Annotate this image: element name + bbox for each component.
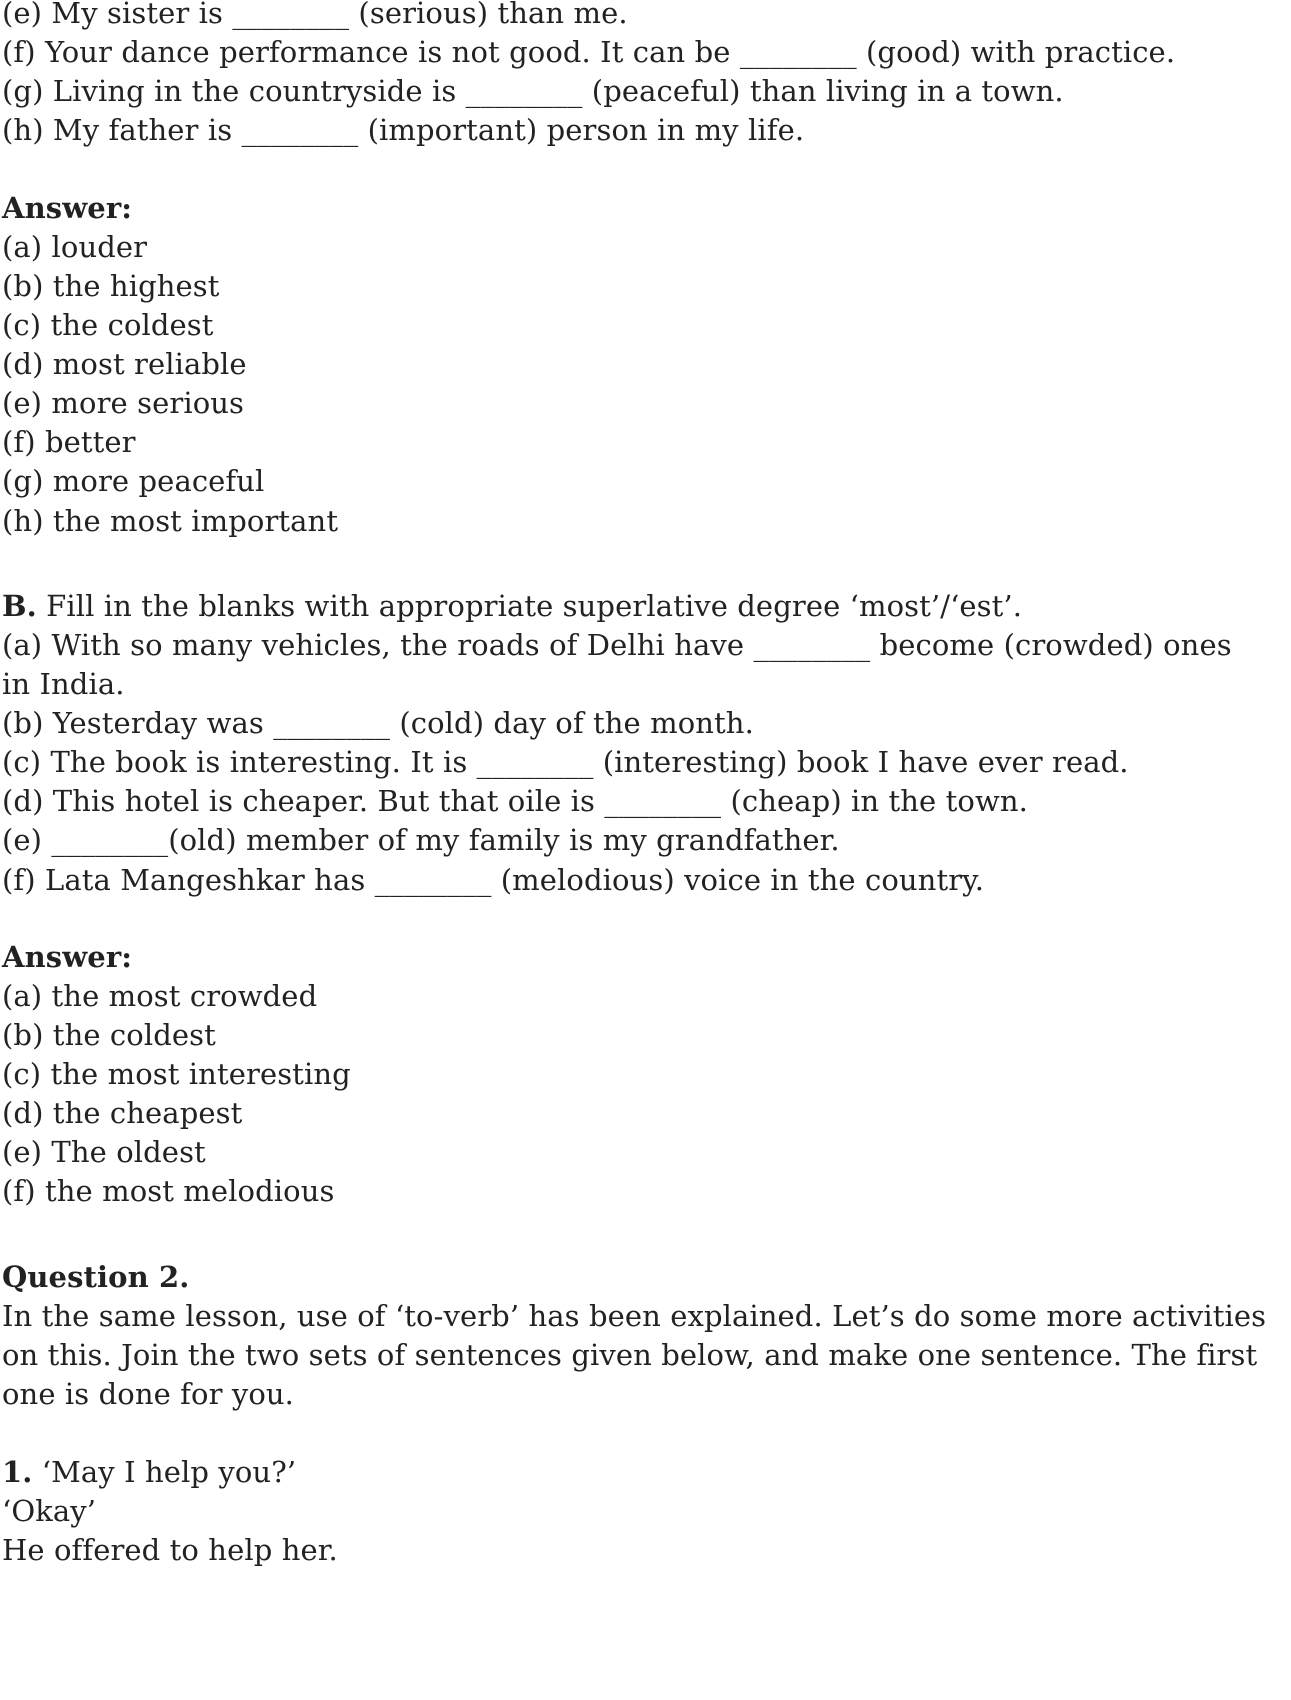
example-number: 1.	[2, 1455, 33, 1489]
instruction-text: Fill in the blanks with appropriate superlative degree ‘most’/‘est’.	[36, 589, 1023, 623]
answer-heading: Answer:	[2, 191, 133, 225]
answer-item: (e) more serious	[2, 386, 245, 420]
answer-item: (h) the most important	[2, 504, 339, 538]
answer-item: (b) the coldest	[2, 1018, 216, 1052]
answer-item: (e) The oldest	[2, 1135, 206, 1169]
answer-item: (a) louder	[2, 230, 148, 264]
answer-item: (f) better	[2, 425, 136, 459]
question-heading: Question 2.	[2, 1260, 190, 1294]
answer-item: (d) the cheapest	[2, 1096, 243, 1130]
question-body-line: on this. Join the two sets of sentences given below, and make one sentence. The first	[2, 1338, 1258, 1372]
question-item: (f) Lata Mangeshkar has ________ (melodious) voice in the country.	[2, 863, 985, 897]
question-item: (c) The book is interesting. It is ________ (interesting) book I have ever read.	[2, 745, 1129, 779]
section-label: B.	[2, 589, 37, 623]
answer-item: (d) most reliable	[2, 347, 247, 381]
answer-item: (f) the most melodious	[2, 1174, 335, 1208]
question-body-line: In the same lesson, use of ‘to-verb’ has been explained. Let’s do some more activities	[2, 1299, 1267, 1333]
question-item: (d) This hotel is cheaper. But that oile is ________ (cheap) in the town.	[2, 784, 1028, 818]
question-item-continuation: in India.	[2, 667, 125, 701]
question-item: (h) My father is ________ (important) person in my life.	[2, 113, 805, 147]
example-item	[2, 1453, 296, 1491]
question-item: (b) Yesterday was ________ (cold) day of the month.	[2, 706, 754, 740]
question-item: (e) ________(old) member of my family is my grandfather.	[2, 823, 840, 857]
question-item: (f) Your dance performance is not good. It can be ________ (good) with practice.	[2, 35, 1176, 69]
question-item: (g) Living in the countryside is ________ (peaceful) than living in a town.	[2, 74, 1064, 108]
section-instruction	[2, 587, 1022, 625]
answer-item: (c) the most interesting	[2, 1057, 351, 1091]
answer-item: (c) the coldest	[2, 308, 214, 342]
example-line: He offered to help her.	[2, 1533, 338, 1567]
question-body-line: one is done for you.	[2, 1377, 294, 1411]
question-item: (a) With so many vehicles, the roads of Delhi have ________ become (crowded) ones	[2, 628, 1232, 662]
question-item: (e) My sister is ________ (serious) than me.	[2, 0, 628, 30]
answer-item: (g) more peaceful	[2, 464, 265, 498]
answer-item: (b) the highest	[2, 269, 220, 303]
answer-item: (a) the most crowded	[2, 979, 318, 1013]
example-line: ‘Okay’	[2, 1494, 97, 1528]
answer-heading: Answer:	[2, 940, 133, 974]
example-text: ‘May I help you?’	[32, 1455, 297, 1489]
